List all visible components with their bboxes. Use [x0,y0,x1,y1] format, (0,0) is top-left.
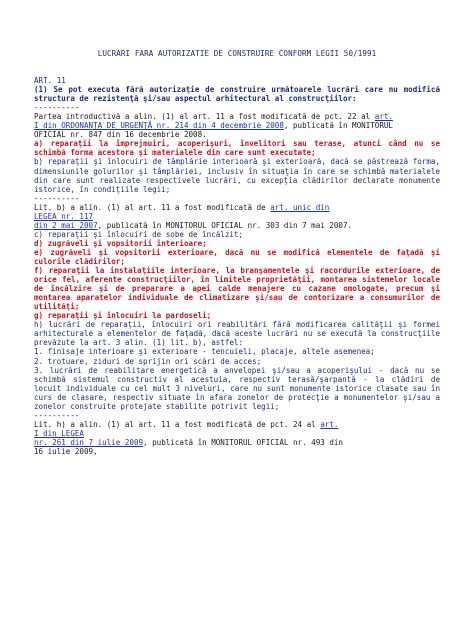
item-1: 1. finisaje interioare şi exterioare - tencuieli, placaje, altele asemenea; [34,347,375,357]
clause-c: c) reparaţii şi înlocuiri de sobe de încălzit; [34,229,244,239]
article-number: ART. 11 [34,76,66,86]
clause-b: b) reparaţii şi înlocuiri de tâmplărie interioară şi exterioară, dacă se păstrează forma, dimensiunile golurilor şi tâmplăriei, inclusiv în situaţia în care se schimbă materialele din care sunt realizate respectivele lucrări, cu excepţia clădirilor declarate monumente istorice, în condiţiile legii; [34,157,440,194]
clause-d: d) zugrăveli şi vopsitorii interioare; [34,238,207,248]
amendment-note-3: Lit. h) a alin. (1) al art. 11 a fost modificată de pct. 24 al art. I din LEGEA nr. 261 din 7 iulie 2009, publicată în MONITORUL OFICIAL nr. 493 din 16 iulie 2009, [34,419,343,456]
separator: ---------- [34,410,80,420]
art-link[interactable]: art. [320,419,339,429]
date-link[interactable]: din 2 mai 2007 [34,220,98,230]
ordinance-link[interactable]: I din ORDONANŢA DE URGENŢĂ nr. 214 din 4 decembrie 2008 [34,121,284,131]
law-number-link[interactable]: nr. 261 din 7 iulie 2009 [34,437,144,447]
clause-g: g) reparaţii şi înlocuiri la pardoseli; [34,311,212,321]
clause-a: a) reparaţii la împrejmuiri, acoperişuri, învelitori sau terase, atunci când nu se schimbă forma acestora şi materialele din care sunt executate; [34,139,440,158]
separator: ---------- [34,103,80,113]
art-link[interactable]: art. [374,112,393,122]
separator: ---------- [34,193,80,203]
amendment-note-1: Partea introductivă a alin. (1) al art. 11 a fost modificată de pct. 22 al art. I din ORDONANŢA DE URGENŢĂ nr. 214 din 4 decembrie 2008, publicată în MONITORUL OFICIAL nr. 847 din 16 decembrie 2008. [34,112,393,140]
art-link[interactable]: art. unic din [270,202,330,212]
clause-f: f) reparaţii la instalaţiile interioare, la branşamentele şi racordurile exterioare, de orice fel, aferente construcţiilor, în limitele proprietăţii, montarea sistemelor locale de încălzire şi de preparare a apei calde menajere cu cazane omologate, precum şi montarea aparatelor individuale de climatizare şi/sau de contorizare a consumurilor de utilităţi; [34,266,440,312]
law-link[interactable]: I din LEGEA [34,428,84,438]
clause-h: h) lucrări de reparaţii, înlocuiri ori reabilitări fără modificarea calităţii şi formei arhitecturale a elementelor de faţadă, dacă aceste lucrări nu se execută la construcţiile prevăzute la art. 3 alin. (1) lit. b), astfel: [34,320,440,348]
document-title: LUCRARI FARA AUTORIZATIE DE CONSTRUIRE CONFORM LEGII 50/1991 [97,49,377,58]
clause-e: e) zugrăveli şi vopsitorii exterioare, dacă nu se modifică elementele de faţadă şi culorile clădirilor; [34,247,440,266]
item-2: 2. trotuare, ziduri de sprijin ori scări de acces; [34,356,262,366]
item-3: 3. lucrări de reabilitare energetică a anvelopei şi/sau a acoperişului - dacă nu se schimbă sistemul constructiv al acestuia, respectiv terasă/şarpantă - la clădiri de locuit individuale cu cel mult 3 niveluri, care nu sunt monumente istorice clasate sau în curs de clasare, respectiv situate în afara zonelor de protecţie a monumentelor şi/sau a zonelor construite protejate stabilite potrivit legii; [34,365,440,411]
law-link[interactable]: LEGEA nr. 117 [34,211,94,221]
article-intro: (1) Se pot executa fără autorizaţie de construire următoarele lucrări care nu modifică structura de rezistenţă şi/sau aspectul arhitectural al construcţiilor: [34,85,440,104]
amendment-note-2: Lit. b) a alin. (1) al art. 11 a fost modificată de art. unic din LEGEA nr. 117 din 2 mai 2007, publicată în MONITORUL OFICIAL nr. 303 din 7 mai 2007. [34,202,353,230]
